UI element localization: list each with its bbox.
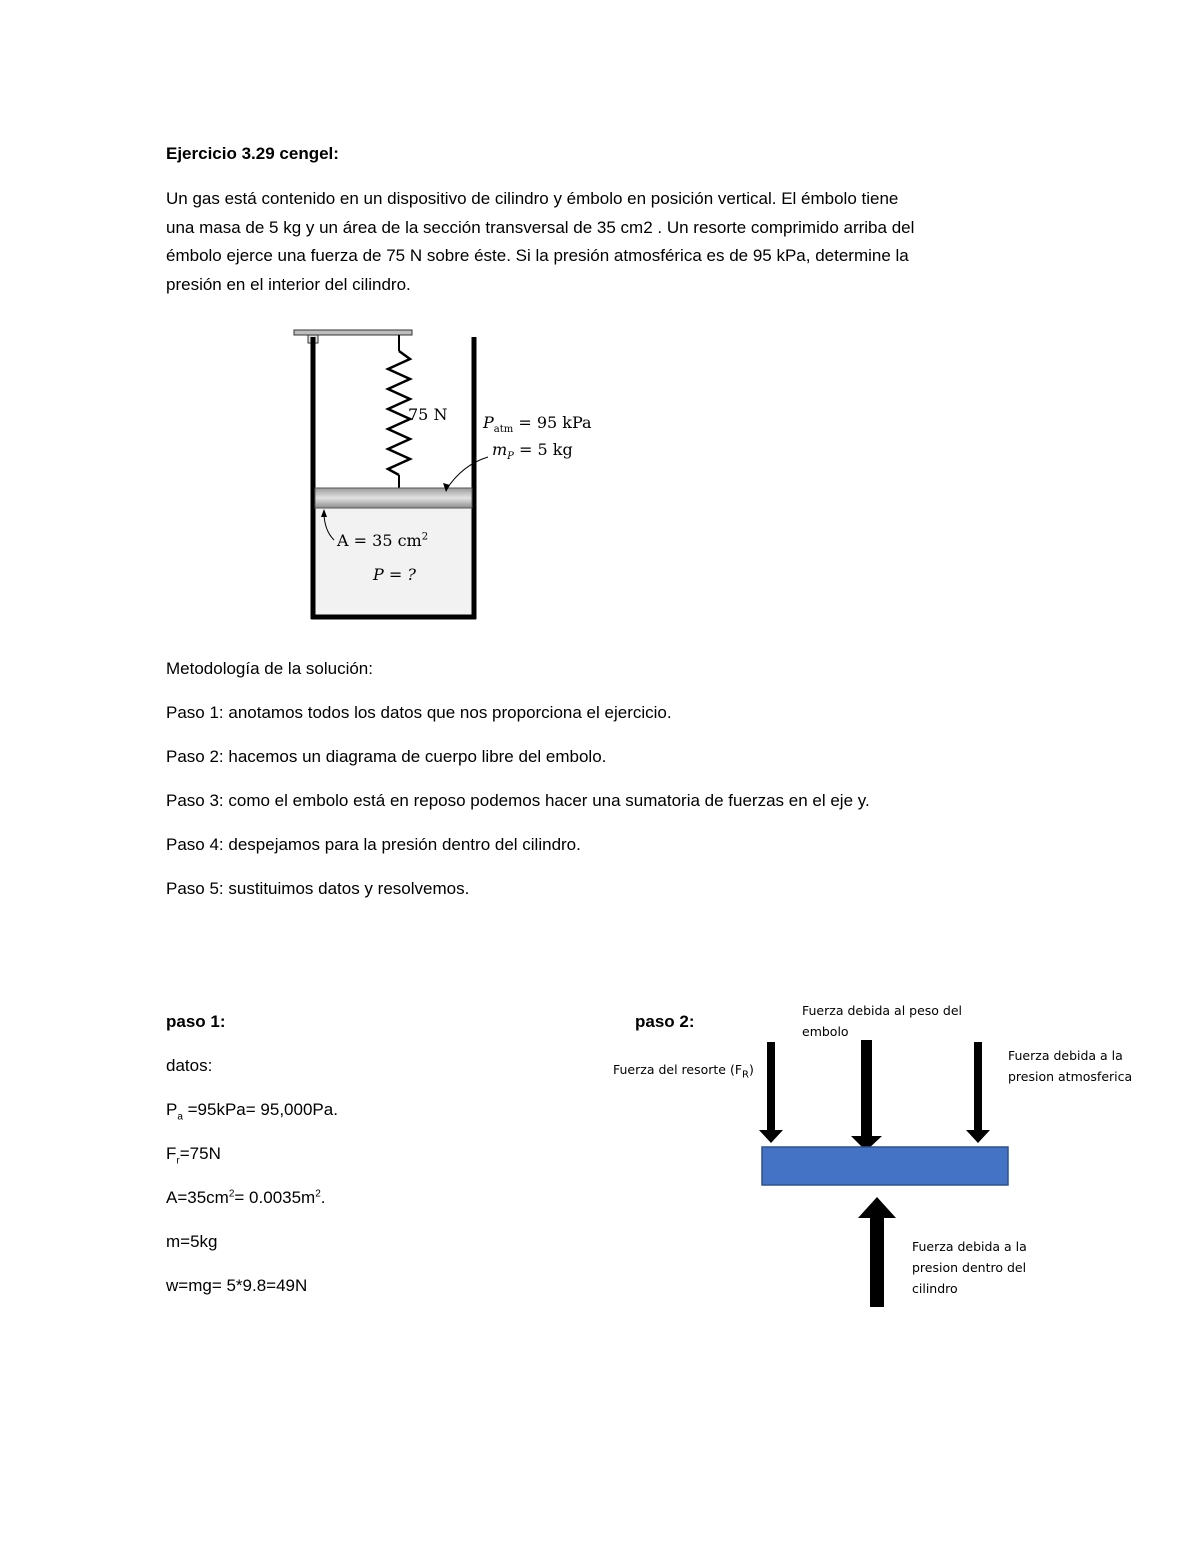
problem-line: una masa de 5 kg y un área de la sección transversal de 35 cm2 . Un resorte comprimido arriba del — [166, 217, 915, 237]
problem-statement — [166, 185, 1046, 299]
step-1: Paso 1: anotamos todos los datos que nos proporciona el ejercicio. — [166, 703, 672, 722]
ceiling-plate — [294, 330, 412, 335]
spring-force-label: 75 N — [408, 405, 448, 424]
inside-pressure-label-fbd: Fuerza debida a la presion dentro del cilindro — [912, 1239, 1027, 1296]
step-4: Paso 4: despejamos para la presión dentro del cilindro. — [166, 835, 581, 854]
problem-line: presión en el interior del cilindro. — [166, 274, 411, 294]
pressure-label: P = ? — [373, 565, 416, 584]
fr-value: $F_r=75N$ — [166, 1144, 221, 1167]
weight-label-fbd: Fuerza debida al peso del embolo — [802, 1003, 963, 1039]
weight-arrow — [861, 1040, 872, 1138]
patm-label: $P_{atm} = 95$ kPa — [483, 413, 592, 436]
piston-block — [762, 1147, 1008, 1185]
spring — [388, 351, 410, 475]
problem-line: Un gas está contenido en un dispositivo de cilindro y émbolo en posición vertical. El émbolo tiene — [166, 189, 899, 208]
pa-value: $P_a =95kPa= 95,000Pa$. — [166, 1100, 338, 1123]
atm-pressure-arrow — [974, 1042, 982, 1130]
step-5: Paso 5: sustituimos datos y resolvemos. — [166, 879, 470, 898]
mp-leader — [446, 457, 488, 490]
area-label: A = 35 $cm^2$ — [337, 531, 429, 550]
atm-label-fbd: Fuerza debida a la presion atmosferica — [1008, 1048, 1133, 1084]
piston — [315, 488, 472, 508]
gas-region — [315, 508, 472, 617]
step-3: Paso 3: como el embolo está en reposo podemos hacer una sumatoria de fuerzas en el eje y. — [166, 791, 870, 810]
problem-line: émbolo ejerce una fuerza de 75 N sobre éste. Si la presión atmosférica es de 95 kPa, determine la — [166, 246, 909, 265]
methodology-heading: Metodología de la solución: — [166, 659, 373, 678]
step-2: Paso 2: hacemos un diagrama de cuerpo libre del embolo. — [166, 747, 607, 766]
spring-force-label-fbd: Fuerza del resorte $(F_R)$ — [613, 1062, 754, 1081]
weight-value: w=mg= 5*9.8=49N — [166, 1276, 308, 1295]
paso1-heading: paso 1: — [166, 1012, 226, 1031]
mass-value: m=5kg — [166, 1232, 218, 1251]
piston-mass-label: $m_P = 5$ kg — [492, 440, 573, 463]
paso2-heading: paso 2: — [635, 1012, 695, 1031]
exercise-title: Ejercicio 3.29 cengel: — [166, 144, 339, 163]
inside-pressure-arrow — [858, 1197, 896, 1218]
datos-label: datos: — [166, 1056, 213, 1075]
area-value: $A=35cm^2= 0.0035m^2$. — [166, 1188, 326, 1207]
cylinder-figure — [290, 325, 610, 625]
spring-force-arrow — [767, 1042, 775, 1130]
